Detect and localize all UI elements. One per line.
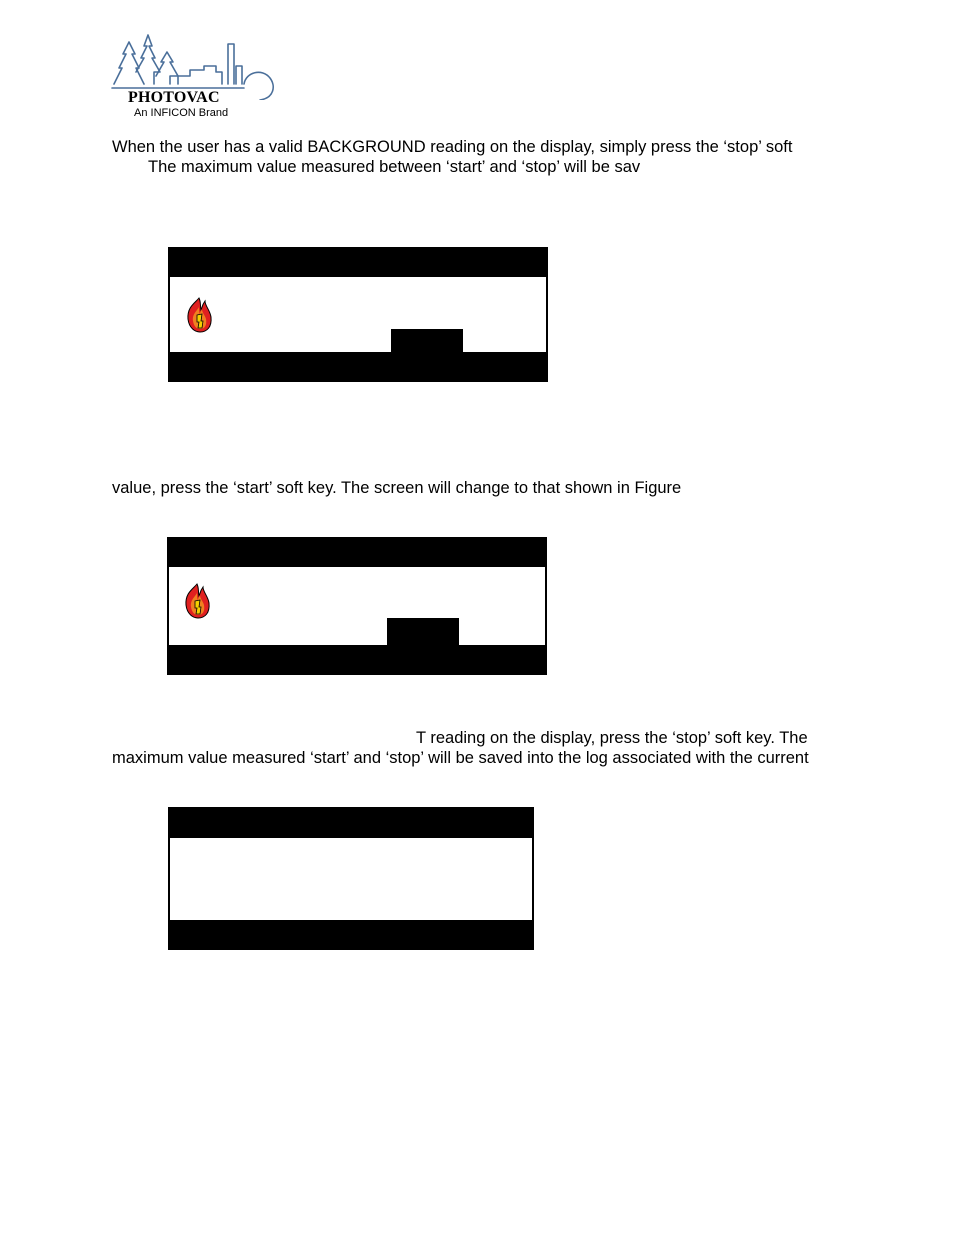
paragraph-1-line-2: The maximum value measured between ‘start’ and ‘stop’ will be sav: [148, 158, 641, 176]
paragraph-3-line-2: maximum value measured ‘start’ and ‘stop’ will be saved into the log associated with the current: [112, 749, 809, 767]
flame-icon: [185, 297, 213, 333]
logo-name: PHOTOVAC: [128, 89, 220, 106]
softkey-bar: [170, 352, 546, 380]
paragraph-1-line-1: When the user has a valid BACKGROUND reading on the display, simply press the ‘stop’ soft: [112, 138, 793, 156]
screen-title-bar: [170, 249, 546, 277]
softkey-bar: [170, 920, 532, 948]
softkey-bar: [169, 645, 545, 673]
logo-tagline: An INFICON Brand: [134, 107, 229, 119]
screen-title-bar: [169, 539, 545, 567]
paragraph-3-line-1: T reading on the display, press the ‘stop’ soft key. The: [416, 729, 808, 747]
start-softkey[interactable]: [387, 618, 459, 648]
instrument-screen-1: [168, 247, 548, 382]
flame-icon: [183, 583, 211, 619]
instrument-screen-3: [168, 807, 534, 950]
paragraph-2-line-1: value, press the ‘start’ soft key. The screen will change to that shown in Figure: [112, 479, 682, 497]
screen-title-bar: [170, 809, 532, 838]
photovac-logo: [110, 32, 280, 122]
instrument-screen-2: [167, 537, 547, 675]
